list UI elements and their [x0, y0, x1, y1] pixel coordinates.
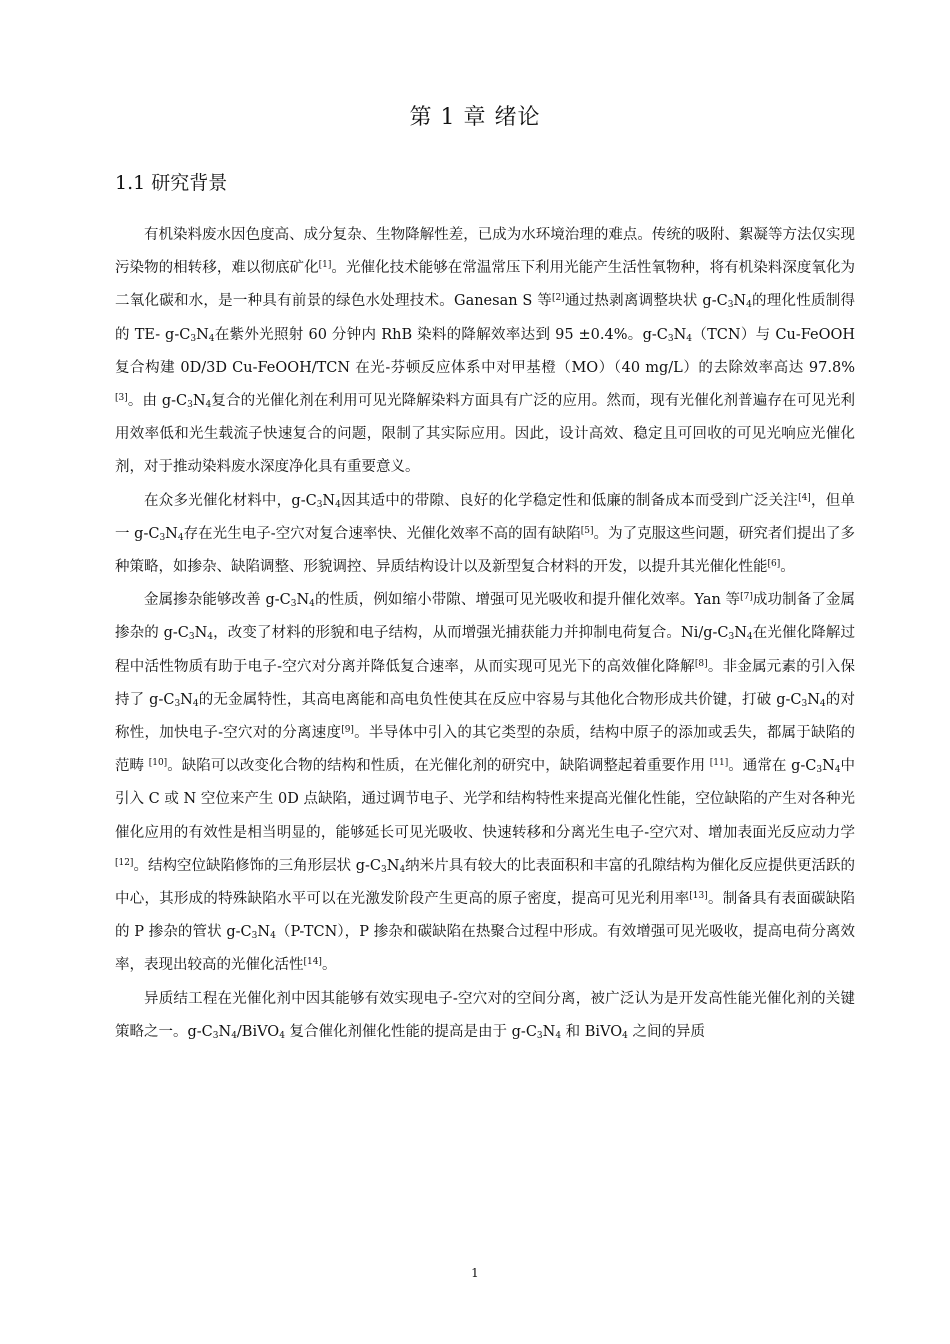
- citation-ref: [11]: [709, 758, 729, 769]
- subscript: 4: [207, 632, 213, 643]
- subscript: 4: [335, 499, 341, 510]
- subscript: 3: [251, 931, 258, 942]
- subscript: 4: [746, 632, 753, 643]
- chapter-title: 第 1 章 绪论: [409, 105, 541, 130]
- subscript: 3: [667, 333, 674, 344]
- subscript: 3: [381, 865, 387, 876]
- subscript: 3: [212, 1031, 219, 1042]
- citation-ref: [2]: [551, 293, 565, 304]
- citation-ref: [5]: [580, 525, 594, 536]
- citation-ref: [9]: [341, 725, 354, 736]
- subscript: 4: [399, 865, 406, 876]
- subscript: 3: [801, 699, 808, 710]
- citation-ref: [14]: [303, 957, 322, 968]
- citation-ref: [4]: [798, 492, 811, 503]
- subscript: 4: [208, 333, 215, 344]
- citation-ref: [13]: [689, 891, 708, 902]
- subscript: 3: [728, 632, 735, 643]
- subscript: 3: [188, 632, 195, 643]
- subscript: 4: [555, 1031, 562, 1042]
- citation-ref: [1]: [318, 260, 332, 271]
- subscript: 3: [174, 699, 181, 710]
- citation-ref: [7]: [740, 592, 753, 603]
- subscript: 4: [834, 765, 841, 776]
- subscript: 3: [727, 300, 734, 311]
- section-title: 1.1 研究背景: [115, 172, 228, 194]
- body-text: [115, 219, 855, 1049]
- subscript: 4: [205, 400, 212, 411]
- subscript: 4: [270, 931, 276, 942]
- citation-ref: [3]: [115, 393, 128, 404]
- subscript: 4: [686, 333, 693, 344]
- subscript: 3: [536, 1031, 543, 1042]
- paragraph-4: 异质结工程在光催化剂中因其能够有效实现电子-空穴对的空间分离，被广泛认为是开发高性能光催化剂的关键策略之一。$g-C_3N_4/BiVO_4$ 复合催化剂催化性能的提高是由于 $g-C_3N_4$ 和 BiVO$_4$ 之间的异质: [115, 990, 855, 1042]
- subscript: 3: [159, 533, 166, 544]
- subscript: 4: [231, 1031, 237, 1042]
- paragraph-1: 有机染料废水因色度高、成分复杂、生物降解性差，已成为水环境治理的难点。传统的吸附、絮凝等方法仅实现污染物的相转移，难以彻底矿化[1]。光催化技术能够在常温常压下利用光能产生活性氧物种，将有机染料深度氧化为二氧化碳和水，是一种具有前景的绿色水处理技术。Ganesan S 等[2]通过热剥离调整块状 $g-C_3N_4$的理化性质制得的 TE- $g-C_3N_4$在紫外光照射 60 分钟内 RhB 染料的降解效率达到 95 ±0.4%。$g-C_3N_4(TCN)$与 Cu-FeOOH 复合构建 0D/3D Cu-FeOOH/TCN 在光-芬顿反应体系中对甲基橙（MO）（40 mg/L）的去除效率高达 97.8% [3]。由 $g-C_3N_4$复合的光催化剂在利用可见光降解染料方面具有广泛的应用。然而，现有光催化剂普遍存在可见光利用效率低和光生载流子快速复合的问题，限制了其实际应用。因此，设计高效、稳定且可回收的可见光响应光催化剂，对于推动染料废水深度净化具有重要意义。: [115, 227, 856, 476]
- subscript: 3: [290, 599, 297, 610]
- citation-ref: [6]: [767, 559, 781, 570]
- subscript: 3: [190, 333, 197, 344]
- citation-ref: [10]: [148, 758, 168, 769]
- citation-ref: [8]: [694, 658, 708, 669]
- subscript: 3: [187, 400, 193, 411]
- subscript: 4: [177, 533, 184, 544]
- subscript: 3: [316, 499, 323, 510]
- citation-ref: [12]: [115, 857, 134, 868]
- subscript: 3: [816, 765, 823, 776]
- page-number: 1: [471, 1266, 479, 1280]
- paragraph-3: 金属掺杂能够改善 $g-C_3N_4$的性质，例如缩小带隙、增强可见光吸收和提升催化效率。Yan 等[7]成功制备了金属掺杂的 $g-C_3N_4$，改变了材料的形貌和电子结构，从而增强光捕获能力并抑制电荷复合。$Ni/g-C_3N_4$在光催化降解过程中活性物质有助于电子-空穴对分离并降低复合速率，从而实现可见光下的高效催化降解[8]。非金属元素的引入保持了 $g-C_3N_4$的无金属特性，其高电离能和高电负性使其在反应中容易与其他化合物形成共价键，打破 $g-C_3N_4$的对称性，加快电子-空穴对的分离速度[9]。半导体中引入的其它类型的杂质，结构中原子的添加或丢失，都属于缺陷的范畴 [10]。缺陷可以改变化合物的结构和性质，在光催化剂的研究中，缺陷调整起着重要作用 [11]。通常在 $g-C_3N_4$中引入 C 或 N 空位来产生 0D 点缺陷，通过调节电子、光学和结构特性来提高光催化性能，空位缺陷的产生对各种光催化应用的有效性是相当明显的，能够延长可见光吸收、快速转移和分离光生电子-空穴对、增加表面光反应动力学[12]。结构空位缺陷修饰的三角形层状 $g-C_3N_4$纳米片具有较大的比表面积和丰富的孔隙结构为催化反应提供更活跃的中心，其形成的特殊缺陷水平可以在光激发阶段产生更高的原子密度，提高可见光利用率[13]。制备具有表面碳缺陷的 P 掺杂的管状 $g-C_3N_4(P-TCN)$，P 掺杂和碳缺陷在热聚合过程中形成。有效增强可见光吸收，提高电荷分离效率，表现出较高的光催化活性[14]。: [115, 592, 856, 974]
- subscript: 4: [819, 699, 826, 710]
- subscript: 4: [622, 1031, 628, 1042]
- subscript: 4: [309, 599, 315, 610]
- paragraph-2: 在众多光催化材料中，$g-C_3N_4$因其适中的带隙、良好的化学稳定性和低廉的制备成本而受到广泛关注[4]，但单一 $g-C_3N_4$存在光生电子-空穴对复合速率快、光催化效率不高的固有缺陷[5]。为了克服这些问题，研究者们提出了多种策略，如掺杂、缺陷调整、形貌调控、异质结构设计以及新型复合材料的开发，以提升其光催化性能[6]。: [115, 492, 856, 576]
- subscript: 4: [192, 699, 199, 710]
- subscript: 4: [279, 1031, 285, 1042]
- subscript: 4: [746, 300, 752, 311]
